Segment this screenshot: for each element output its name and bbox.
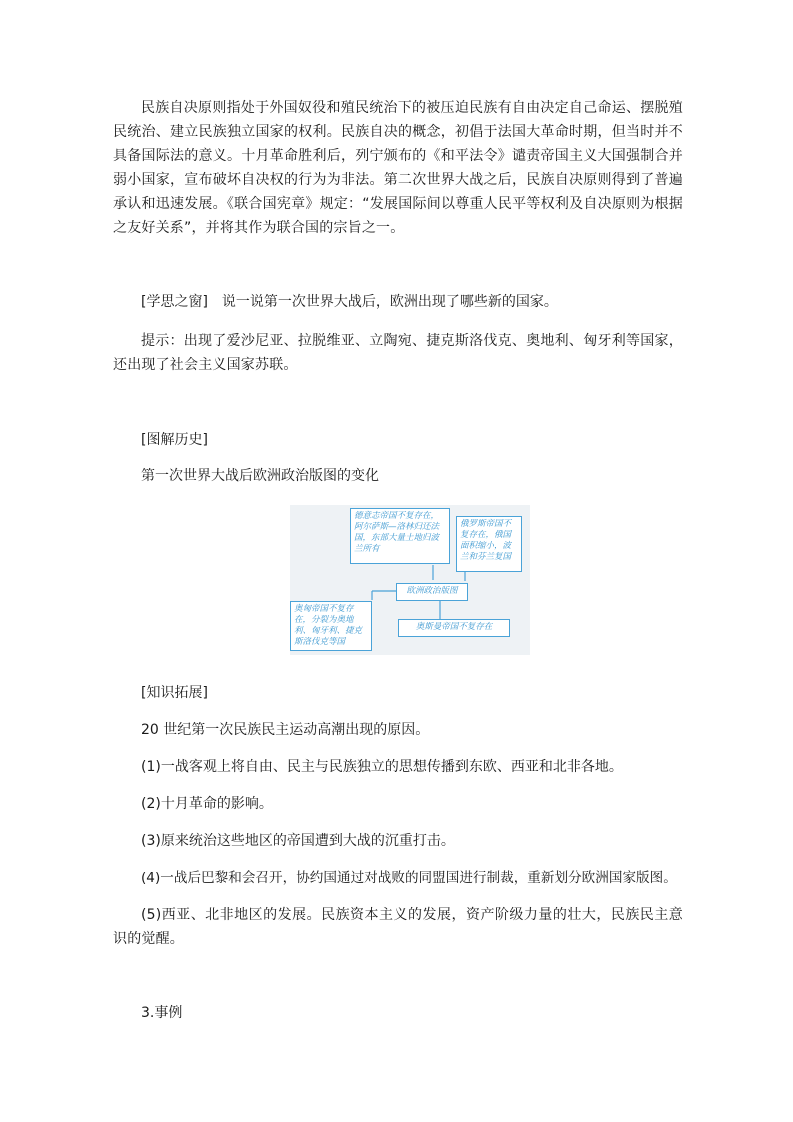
box-austria-hungary: 奥匈帝国不复存在，分裂为奥地利、匈牙利、捷克斯洛伐克等国 [290,601,372,651]
knowledge-expansion-heading: [知识拓展] [141,685,208,701]
knowledge-expansion-title: 20 世纪第一次民族民主运动高潮出现的原因。 [141,722,430,738]
box-ottoman: 奥斯曼帝国不复存在 [398,619,510,637]
box-germany: 德意志帝国不复存在，阿尔萨斯—洛林归还法国，东部大量土地归波兰所有 [350,508,450,564]
illustrated-history-heading: [图解历史] [141,432,208,448]
box-russia: 俄罗斯帝国不复存在，俄国面积缩小，波兰和芬兰复国 [456,516,522,572]
reason-item-5: (5)西亚、北非地区的发展。民族资本主义的发展，资产阶级力量的壮大，民族民主意识的觉醒。 [113,907,683,947]
section-number: 3.事例 [141,1005,183,1021]
illustrated-history-caption: 第一次世界大战后欧洲政治版图的变化 [141,468,379,484]
intro-paragraph: 民族自决原则指处于外国奴役和殖民统治下的被压迫民族有自由决定自己命运、摆脱殖民统治、建立民族独立国家的权利。民族自决的概念，初倡于法国大革命时期，但当时并不具备国际法的意义。十月革命胜利后，列宁颁布的《和平法令》谴责帝国主义大国强制合并弱小国家，宣布破坏自决权的行为为非法。第二次世界大战之后，民族自决原则得到了普遍承认和迅速发展。《联合国宪章》规定：“发展国际间以尊重人民平等权利及自决原则为根据之友好关系”，并将其作为联合国的宗旨之一。 [113,100,683,236]
study-window-question: [学思之窗] 说一说第一次世界大战后，欧洲出现了哪些新的国家。 [141,294,558,310]
reason-item-4: (4)一战后巴黎和会召开，协约国通过对战败的同盟国进行制裁，重新划分欧洲国家版图。 [141,870,677,886]
reason-item-1: (1)一战客观上将自由、民主与民族独立的思想传播到东欧、西亚和北非各地。 [141,759,623,775]
box-europe-political-map: 欧洲政治版图 [396,583,468,601]
reason-item-2: (2)十月革命的影响。 [141,796,273,812]
europe-map-change-diagram [290,505,530,655]
reason-item-3: (3)原来统治这些地区的帝国遭到大战的沉重打击。 [141,833,455,849]
study-window-hint: 提示：出现了爱沙尼亚、拉脱维亚、立陶宛、捷克斯洛伐克、奥地利、匈牙利等国家，还出现了社会主义国家苏联。 [113,333,683,373]
